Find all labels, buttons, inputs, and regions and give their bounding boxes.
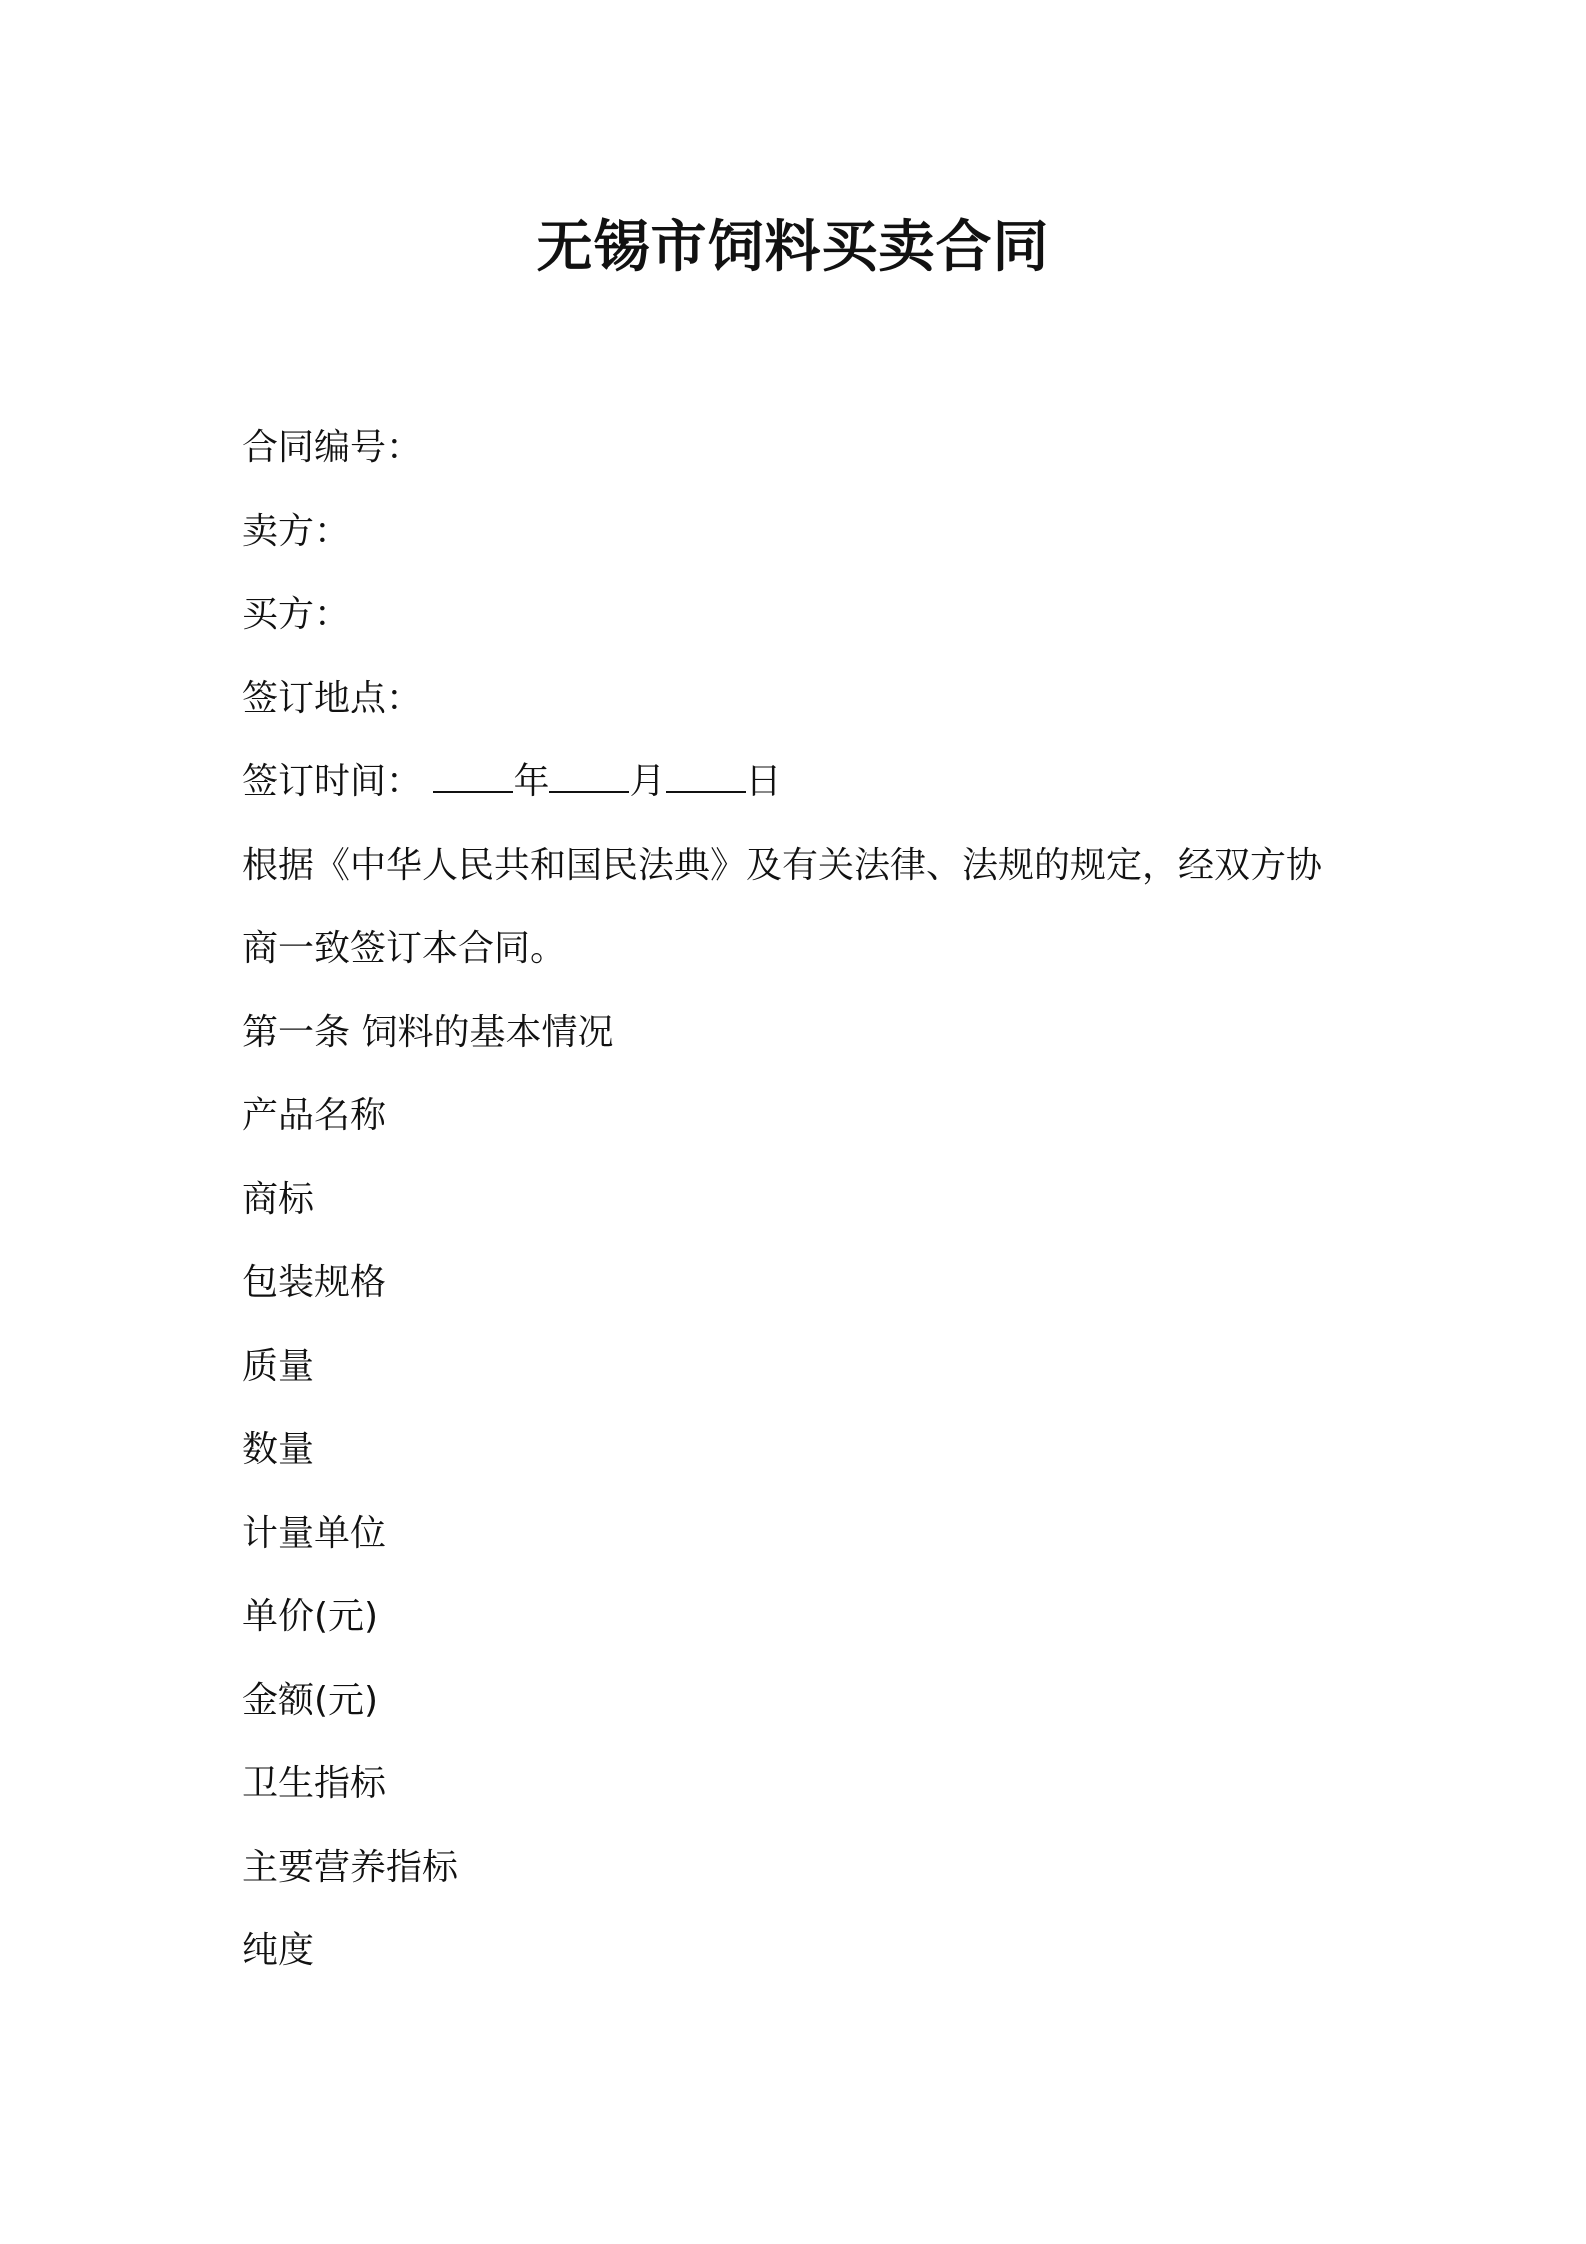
- list-item-trademark: 商标: [242, 1178, 315, 1220]
- preamble-line-2: 商一致签订本合同。: [242, 928, 567, 969]
- signing-time-field: [242, 740, 1362, 824]
- day-label: 日: [745, 761, 782, 802]
- list-item-purity: 纯度: [242, 1930, 315, 1971]
- list-item-nutrition-index: 主要营养指标: [242, 1846, 459, 1888]
- signing-place-field: 签订地点：: [242, 677, 423, 719]
- day-blank: [666, 757, 746, 793]
- signing-time-label: 签订时间：: [242, 761, 423, 802]
- contract-number-field: 合同编号：: [242, 427, 423, 468]
- list-item-hygiene-index: 卫生指标: [242, 1763, 387, 1804]
- list-item-quality: 质量: [242, 1345, 315, 1387]
- buyer-field: 买方：: [242, 594, 351, 635]
- list-item-product-name: 产品名称: [242, 1095, 387, 1136]
- month-blank: [549, 757, 629, 793]
- article-1-heading: 第一条 饲料的基本情况: [242, 1011, 614, 1053]
- document-title: 无锡市饲料买卖合同: [536, 215, 1050, 280]
- month-label: 月: [629, 761, 666, 802]
- year-blank: [433, 757, 513, 793]
- list-item-quantity: 数量: [242, 1429, 315, 1470]
- list-item-unit-price: 单价(元): [242, 1596, 379, 1637]
- list-item-unit: 计量单位: [242, 1512, 387, 1554]
- seller-field: 卖方：: [242, 510, 351, 552]
- year-label: 年: [513, 761, 550, 802]
- list-item-packaging-spec: 包装规格: [242, 1262, 387, 1303]
- document-body: [242, 406, 1362, 1993]
- preamble-line-1: 根据《中华人民共和国民法典》及有关法律、法规的规定，经双方协: [242, 844, 1323, 886]
- list-item-amount: 金额(元): [242, 1679, 379, 1721]
